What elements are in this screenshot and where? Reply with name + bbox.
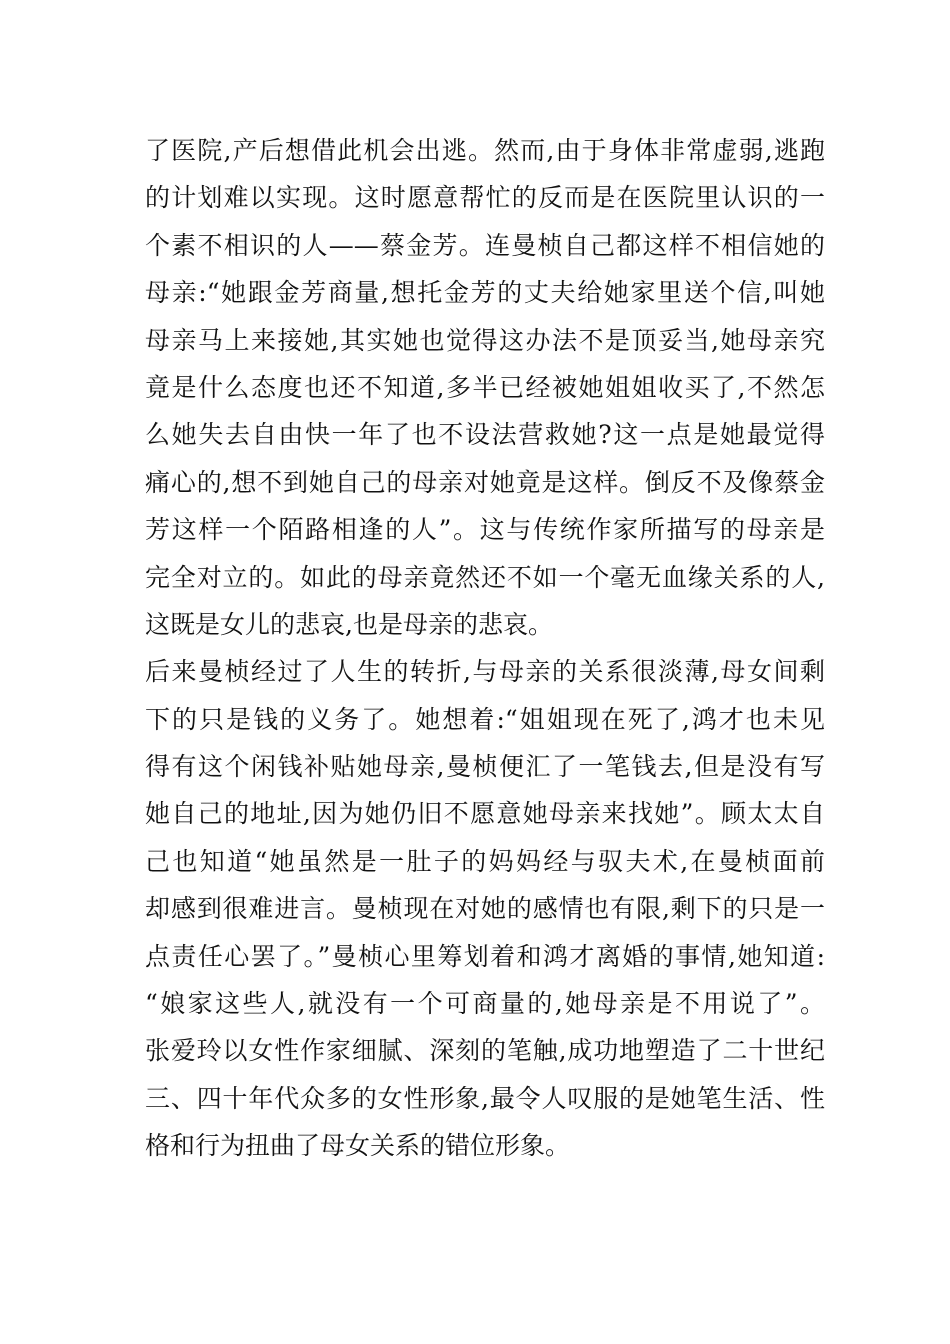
text-line: 她自己的地址,因为她仍旧不愿意她母亲来找她”。顾太太自 [145,799,825,829]
text-line: 竟是什么态度也还不知道,多半已经被她姐姐收买了,不然怎 [145,372,825,402]
text-line: 点责任心罢了。”曼桢心里筹划着和鸿才离婚的事情,她知道: [145,941,825,971]
text-line: 张爱玲以女性作家细腻、深刻的笔触,成功地塑造了二十世纪 [145,1036,825,1066]
text-line: 母亲:“她跟金芳商量,想托金芳的丈夫给她家里送个信,叫她 [145,278,825,308]
text-line: 格和行为扭曲了母女关系的错位形象。 [145,1131,571,1161]
text-line: 完全对立的。如此的母亲竟然还不如一个毫无血缘关系的人, [145,562,825,592]
text-line: 痛心的,想不到她自己的母亲对她竟是这样。倒反不及像蔡金 [145,467,825,497]
text-line: 却感到很难进言。曼桢现在对她的感情也有限,剩下的只是一 [145,894,825,924]
text-line: 母亲马上来接她,其实她也觉得这办法不是顶妥当,她母亲究 [145,325,825,355]
text-line: 的计划难以实现。这时愿意帮忙的反而是在医院里认识的一 [145,183,825,213]
text-line: 了医院,产后想借此机会出逃。然而,由于身体非常虚弱,逃跑 [145,136,825,165]
text-line: 么她失去自由快一年了也不设法营救她?这一点是她最觉得 [145,420,825,450]
text-line: 个素不相识的人——蔡金芳。连曼桢自己都这样不相信她的 [145,230,825,260]
text-line: “娘家这些人,就没有一个可商量的,她母亲是不用说了”。 [145,989,825,1019]
text-line: 这既是女儿的悲哀,也是母亲的悲哀。 [145,609,553,639]
text-line: 芳这样一个陌路相逢的人”。这与传统作家所描写的母亲是 [145,515,825,545]
text-line: 下的只是钱的义务了。她想着:“姐姐现在死了,鸿才也未见 [145,704,825,734]
body-text [145,127,825,1170]
text-line: 得有这个闲钱补贴她母亲,曼桢便汇了一笔钱去,但是没有写 [145,752,825,782]
text-line: 己也知道“她虽然是一肚子的妈妈经与驭夫术,在曼桢面前 [145,846,825,876]
text-line: 三、四十年代众多的女性形象,最令人叹服的是她笔生活、性 [145,1083,825,1113]
text-line: 后来曼桢经过了人生的转折,与母亲的关系很淡薄,母女间剩 [145,657,825,687]
